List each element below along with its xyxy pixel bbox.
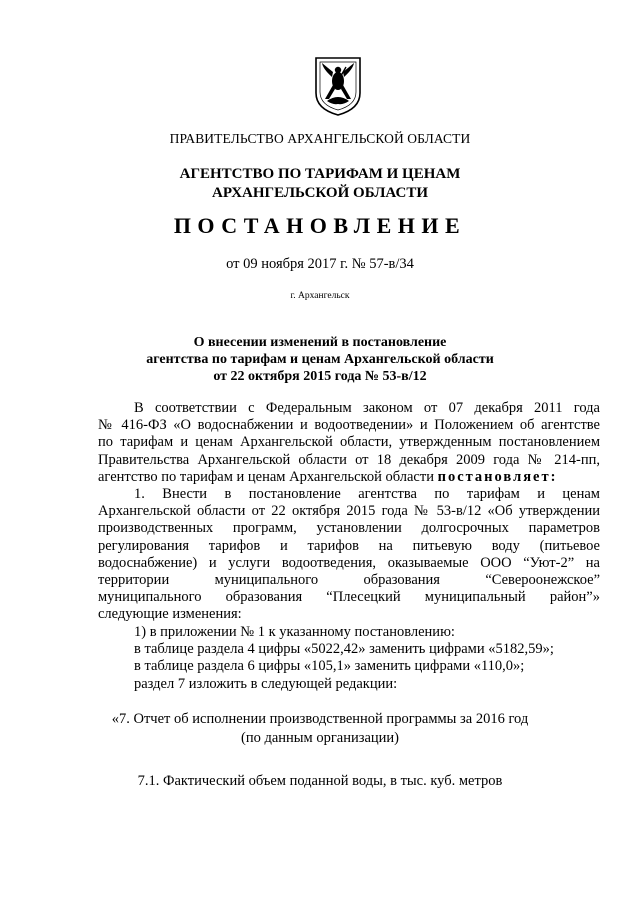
agency-name bbox=[0, 165, 640, 203]
text-line: территории муниципального образования “Североонежское” bbox=[98, 571, 600, 588]
subsection-7-1-heading: 7.1. Фактический объем поданной воды, в тыс. куб. метров bbox=[137, 773, 503, 789]
text-line bbox=[98, 469, 600, 486]
document-city: г. Архангельск bbox=[290, 291, 350, 301]
text-line: № 416-ФЗ «О водоснабжении и водоотведении» и Положением об агентстве bbox=[98, 417, 600, 434]
paragraph-preamble bbox=[98, 400, 600, 486]
text-line: производственных программ, установлении долгосрочных параметров bbox=[98, 520, 600, 537]
agency-name-line2: АРХАНГЕЛЬСКОЙ ОБЛАСТИ bbox=[212, 185, 428, 201]
list-item: раздел 7 изложить в следующей редакции: bbox=[134, 675, 398, 692]
list-item: 1) в приложении № 1 к указанному постановлению: bbox=[134, 624, 455, 640]
text-line: Архангельской области от 22 октября 2015 года № 53-в/12 «Об утверждении bbox=[98, 503, 600, 520]
amendment-list bbox=[98, 624, 600, 693]
government-name: ПРАВИТЕЛЬСТВО АРХАНГЕЛЬСКОЙ ОБЛАСТИ bbox=[169, 131, 471, 146]
text-line: регулирования тарифов и тарифов на питьевую воду (питьевое bbox=[98, 537, 600, 554]
document-title-line3: от 22 октября 2015 года № 53-в/12 bbox=[213, 369, 427, 384]
document-date-number: от 09 ноября 2017 г. № 57-в/34 bbox=[226, 256, 414, 272]
list-item: в таблице раздела 4 цифры «5022,42» заменить цифрами «5182,59»; bbox=[134, 641, 554, 658]
document-type-heading: ПОСТАНОВЛЕНИЕ bbox=[173, 213, 467, 238]
text-fragment: агентство по тарифам и ценам Архангельской области bbox=[98, 468, 438, 485]
text-line: В соответствии с Федеральным законом от 07 декабря 2011 года bbox=[134, 400, 600, 416]
document-title-line1: О внесении изменений в постановление bbox=[193, 335, 447, 350]
text-line: по тарифам и ценам Архангельской области, утвержденным постановлением bbox=[98, 434, 600, 451]
resolution-keyword: постановляет: bbox=[437, 468, 558, 485]
text-line: муниципального образования “Плесецкий муниципальный район”» bbox=[98, 589, 600, 606]
text-line: следующие изменения: bbox=[98, 606, 242, 623]
text-line: водоснабжение) и услуги водоотведения, оказываемые ООО “Уют-2” на bbox=[98, 554, 600, 571]
text-line: Правительства Архангельской области от 18 декабря 2009 года № 214-пп, bbox=[98, 451, 600, 468]
agency-name-line1: АГЕНТСТВО ПО ТАРИФАМ И ЦЕНАМ bbox=[179, 166, 461, 182]
paragraph-clause-1 bbox=[98, 486, 600, 624]
document-title-line2: агентства по тарифам и ценам Архангельской области bbox=[146, 352, 494, 367]
document-title bbox=[0, 334, 640, 385]
coat-of-arms-emblem bbox=[313, 55, 363, 117]
section-7-heading-line1: «7. Отчет об исполнении производственной программы за 2016 год bbox=[111, 711, 529, 727]
section-7-heading bbox=[0, 710, 640, 748]
text-line: 1. Внести в постановление агентства по тарифам и ценам bbox=[134, 486, 600, 502]
list-item: в таблице раздела 6 цифры «105,1» заменить цифрами «110,0»; bbox=[134, 658, 525, 675]
section-7-heading-line2: (по данным организации) bbox=[240, 730, 399, 746]
